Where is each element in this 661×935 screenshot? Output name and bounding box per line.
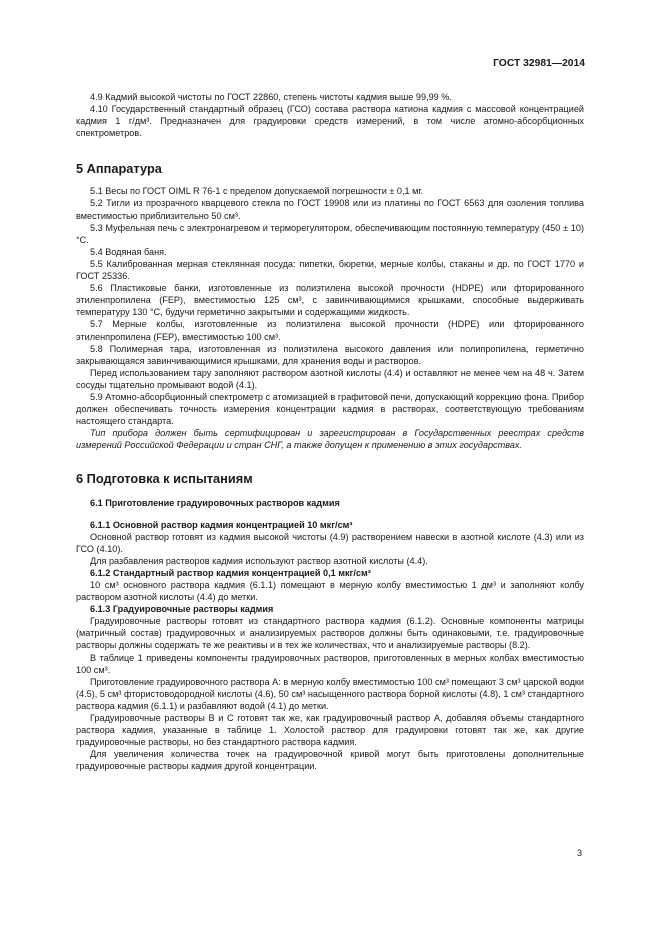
paragraph-6-1-3-a: Градуировочные растворы готовят из стандартного раствора кадмия (6.1.2). Основные компоненты матрицы (матричный состав) градуировочных и анализируемых растворов должны быть одинаковыми, т.е. градуировочные растворы должны содержать те же реактивы и в тех же количествах, что и анализируемые растворы (8.2). bbox=[76, 616, 584, 651]
paragraph-5-4: 5.4 Водяная баня. bbox=[90, 246, 167, 257]
paragraph-5-2: 5.2 Тигли из прозрачного кварцевого стекла по ГОСТ 19908 или из платины по ГОСТ 6563 для озоления топлива вместимостью приблизительно 50 см³. bbox=[76, 198, 584, 221]
paragraph-4-10: 4.10 Государственный стандартный образец (ГСО) состава раствора катиона кадмия с массовой концентрацией кадмия 1 г/дм³. Предназначен для градуировки средств измерений, в том числе атомно-абсорбционных спектрометров. bbox=[76, 104, 584, 139]
section-5-title: 5 Аппаратура bbox=[76, 161, 162, 177]
section-6-title: 6 Подготовка к испытаниям bbox=[76, 471, 253, 487]
paragraph-5-3: 5.3 Муфельная печь с электронагревом и терморегулятором, обеспечивающим постоянную температуру (450 ± 10) °С. bbox=[76, 222, 584, 245]
paragraph-5-7: 5.7 Мерные колбы, изготовленные из полиэтилена высокой прочности (HDPE) или фторированного этиленпропилена (FEP), вместимостью 100 см³. bbox=[76, 319, 584, 342]
paragraph-5-9: 5.9 Атомно-абсорбционный спектрометр с атомизацией в графитовой печи, допускающий коррекцию фона. Прибор должен обеспечивать точность измерения концентрации кадмия в растворах, соответствующую требованиям настоящего стандарта. bbox=[76, 391, 584, 427]
paragraph-6-1-3-e: Для увеличения количества точек на градуировочной кривой могут быть приготовлены дополнительные градуировочные растворы кадмия другой концентрации. bbox=[76, 749, 584, 772]
page-number: 3 bbox=[577, 848, 583, 858]
paragraph-6-1-2: 10 см³ основного раствора кадмия (6.1.1) помещают в мерную колбу вместимостью 1 дм³ и заполняют колбу раствором азотной кислоты (4.4) до метки. bbox=[76, 580, 584, 603]
subsection-6-1-title: 6.1 Приготовление градуировочных растворов кадмия bbox=[90, 498, 340, 509]
paragraph-4-9: 4.9 Кадмий высокой чистоты по ГОСТ 22860, степень чистоты кадмия выше 99,99 %. bbox=[90, 92, 452, 102]
note-5-9: Тип прибора должен быть сертифицирован и зарегистрирован в Государственных реестрах средств измерений Российской Федерации и стран СНГ, а также допущен к применению в этих государствах. bbox=[76, 428, 584, 451]
subsection-6-1-2-title: 6.1.2 Стандартный раствор кадмия концентрацией 0,1 мкг/см³ bbox=[90, 567, 371, 578]
paragraph-5-8: 5.8 Полимерная тара, изготовленная из полиэтилена высокого давления или полипропилена, герметично закрывающаяся завинчивающимися крышками, для хранения воды и растворов. bbox=[76, 343, 584, 366]
paragraph-6-1-3-d: Градуировочные растворы В и С готовят так же, как градуировочный раствор А, добавляя объемы стандартного раствора кадмия, указанные в таблице 1. Холостой раствор для градуировки готовят так же, как другие градуировочные растворы, но без стандартного раствора кадмия. bbox=[76, 713, 584, 748]
paragraph-5-5: 5.5 Калиброванная мерная стеклянная посуда: пипетки, бюретки, мерные колбы, стаканы и др. по ГОСТ 1770 и ГОСТ 25336. bbox=[76, 258, 584, 282]
paragraph-6-1-3-b: В таблице 1 приведены компоненты градуировочных растворов, приготовленных в мерных колбах вместимостью 100 см³. bbox=[76, 652, 584, 675]
paragraph-6-1-1-a: Основной раствор готовят из кадмия высокой чистоты (4.9) растворением навески в азотной кислоте (4.3) или из ГСО (4.10). bbox=[76, 531, 584, 554]
document-header-id: ГОСТ 32981—2014 bbox=[493, 58, 585, 69]
page-body bbox=[76, 91, 584, 773]
paragraph-5-8-continued: Перед использованием тару заполняют раствором азотной кислоты (4.4) и оставляют не менее чем на 48 ч. Затем сосуды тщательно промывают водой (4.1). bbox=[76, 367, 584, 390]
subsection-6-1-3-title: 6.1.3 Градуировочные растворы кадмия bbox=[90, 604, 274, 615]
paragraph-5-1: 5.1 Весы по ГОСТ OIML R 76-1 с пределом допускаемой погрешности ± 0,1 мг. bbox=[90, 186, 424, 197]
paragraph-6-1-1-b: Для разбавления растворов кадмия используют раствор азотной кислоты (4.4). bbox=[90, 555, 428, 566]
subsection-6-1-1-title: 6.1.1 Основной раствор кадмия концентрацией 10 мкг/см³ bbox=[90, 519, 353, 530]
paragraph-5-6: 5.6 Пластиковые банки, изготовленные из полиэтилена высокой прочности (HDPE) или фторированного этиленпропилена (FEP), вместимостью 125 см³, с завинчивающимися крышками, способные выдерживать температуру 130 °С, будучи герметично закрытыми и содержащими жидкость. bbox=[76, 283, 584, 318]
paragraph-6-1-3-c: Приготовление градуировочного раствора А: в мерную колбу вместимостью 100 см³ помещают 3 см³ царской водки (4.5), 5 см³ фтористоводородной кислоты (4.6), 50 см³ насыщенного раствора борной кислоты (4.8), 1 см³ стандартного раствора кадмия (6.1.1) и разбавляют водой (4.1) до метки. bbox=[76, 676, 584, 711]
